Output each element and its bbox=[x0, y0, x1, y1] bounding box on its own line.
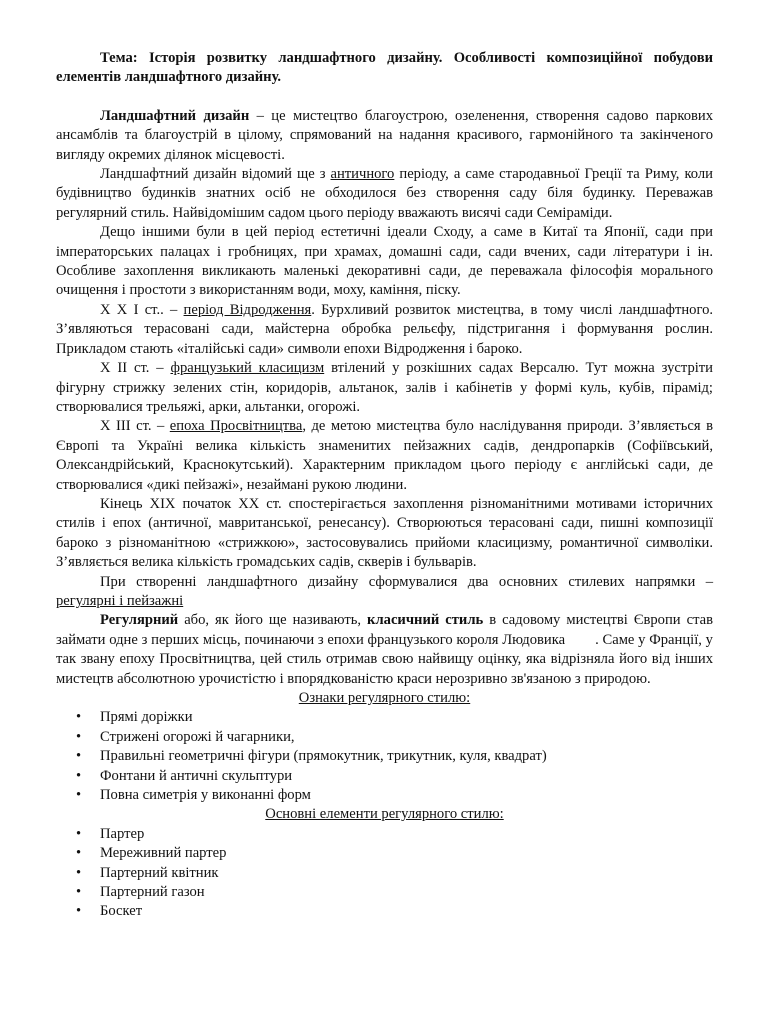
underlined-enlightenment: епоха Просвітництва bbox=[169, 418, 303, 435]
paragraph-renaissance: X X I ст.. – період Відродження. Бурхливий розвиток мистецтва, в тому числі ландшафтного. З’являються терасовані сади, майстерна обробка рельєфу, підстригання і формування рослин. Прикладом стають «італійські сади» символи епохи Відродження і бароко. bbox=[56, 301, 714, 357]
paragraph-definition: Ландшафтний дизайн – це мистецтво благоустрою, озеленення, створення садово паркових ансамблів та благоустрій в цілому, спрямований на надання красивого, гармонійного та закінченого вигляду окремих ділянок місцевості. bbox=[56, 107, 713, 163]
list-item: • Повна симетрія у виконанні форм bbox=[56, 786, 713, 805]
paragraph-styles: При створенні ландшафтного дизайну сформувалися два основних стилевих напрямки – регулярні і пейзажні bbox=[56, 573, 713, 609]
elements-list bbox=[56, 825, 713, 922]
list-item: • Фонтани й античні скульптури bbox=[56, 767, 713, 786]
features-list bbox=[56, 708, 713, 805]
list-item: • Мереживний партер bbox=[56, 844, 713, 863]
term-classic-style: класичний стиль bbox=[367, 612, 484, 629]
underlined-antique: античного bbox=[330, 166, 395, 183]
underlined-renaissance: період Відродження bbox=[183, 301, 312, 318]
list-item: • Партерний газон bbox=[56, 883, 713, 902]
paragraph-regular-style: Регулярний або, як його ще називають, класичний стиль в садовому мистецтві Європи став займати одне з перших місць, починаючи з епохи французького короля Людовика . Саме у Франції, у так звану епоху Просвітництва, цей стиль отримав свою найвищу оцінку, яка відрізняла його від інших мистецтв абсолютною урочистістю і впорядкованістю краси нерозривно зв'язаною з природою. bbox=[56, 612, 714, 687]
term-landscape-design: Ландшафтний дизайн bbox=[100, 107, 250, 124]
list-item: • Партерний квітник bbox=[56, 864, 713, 883]
document-title: Тема: Історія розвитку ландшафтного дизайну. Особливості композиційної побудови елементів ландшафтного дизайну. bbox=[56, 50, 713, 86]
term-regular: Регулярний bbox=[100, 612, 179, 629]
underlined-classicism: французький класицизм bbox=[170, 360, 325, 377]
list-item: • Боскет bbox=[56, 902, 713, 921]
paragraph-enlightenment: X III ст. – епоха Просвітництва, де метою мистецтва було наслідування природи. З’являється в Європі та Україні велика кількість знаменитих пейзажних садів, дендропарків (Софіївський, Олександрійський, Краснокутський). Характерним прикладом цього періоду є англійські сади, де створювалися «дикі пейзажі», незаймані рукою людини. bbox=[56, 418, 714, 493]
document-body bbox=[56, 49, 713, 922]
list-item: • Прямі доріжки bbox=[56, 708, 713, 727]
paragraph-east: Дещо іншими були в цей період естетичні ідеали Сходу, а саме в Китаї та Японії, сади при імператорських палацах і гробницях, при храмах, домашні сади, сади вчених, сади літератури і ін. Особливе захоплення викликають маленькі декоративні сади, де переважала філософія морального очищення і простоти з використанням води, моху, каміння, піску. bbox=[56, 224, 713, 299]
list-item: • Партер bbox=[56, 825, 713, 844]
paragraph-antiquity: Ландшафтний дизайн відомий ще з античного періоду, а саме стародавньої Греції та Риму, коли будівництво будинків знатних осіб не обходилося без створення саду біля будинку. Переважав регулярний стиль. Найвідомішим садом цього періоду вважають висячі сади Семіраміди. bbox=[56, 166, 713, 221]
paragraph-19th-century: Кінець XIX початок XX ст. спостерігається захоплення різноманітними мотивами історичних стилів і епох (античної, мавританської, ренесансу). Створюються терасовані сади, пишні композиції бароко з різноманітною «стрижкою», застосовувались прийоми класицизму, романтичної символіки. З’являється велика кількість громадських садів, скверів і бульварів. bbox=[56, 495, 713, 571]
list-item: • Правильні геометричні фігури (прямокутник, трикутник, куля, квадрат) bbox=[56, 747, 713, 766]
list-item: • Стрижені огорожі й чагарники, bbox=[56, 728, 713, 747]
paragraph-classicism: X II ст. – французький класицизм втілений у розкішних садах Версалю. Тут можна зустріти фігурну стрижку зелених стін, коридорів, альтанок, залів і кабінетів у формі куль, кубів, пірамід; створювалися трельяжі, арки, альтанки, огорожі. bbox=[56, 360, 713, 415]
underlined-styles: регулярні і пейзажні bbox=[56, 592, 184, 609]
features-heading: Ознаки регулярного стилю: bbox=[298, 690, 471, 706]
elements-heading: Основні елементи регулярного стилю: bbox=[265, 806, 504, 823]
